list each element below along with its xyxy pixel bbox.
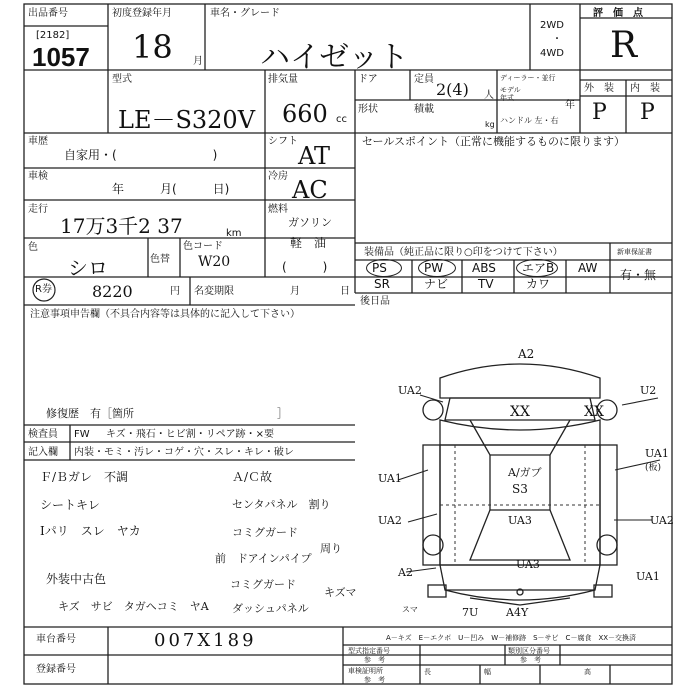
diagram-legend: A－キズ E－エクボ U－凹み W－補修跡 S－サビ C－腐食 XX－交換済: [386, 634, 637, 642]
model-name-label: 車名・グレード: [210, 8, 280, 19]
lot-sub: [2182]: [36, 30, 70, 41]
mark-right-door: UA1: [645, 447, 669, 460]
mileage-label: 走行: [28, 204, 48, 215]
remark-11: ダッシュパネル: [232, 602, 309, 615]
inspector-label: 検査員: [28, 429, 58, 440]
fuel-gasoline: ガソリン: [288, 216, 332, 229]
warranty-value: 有・無: [620, 268, 657, 282]
remark-10: コミグガード: [230, 578, 296, 591]
remark-13: キズマ: [324, 586, 357, 599]
name-change-label: 名変期限: [194, 286, 234, 297]
model-year-label: モデル 年式: [500, 86, 521, 102]
ac-value: AC: [292, 176, 328, 204]
mark-front-right: U2: [640, 384, 657, 397]
mark-rear-bumper: A4Y: [506, 606, 529, 619]
equipment-label: 装備品（純正品に限り○印をつけて下さい）: [364, 247, 563, 258]
mileage-unit: km: [226, 228, 242, 239]
recycle-value: 8220: [92, 282, 133, 301]
mark-right-bumper: UA1: [636, 570, 660, 583]
year-unit: 年: [565, 100, 575, 111]
first-reg-year: 18: [132, 28, 173, 66]
color-code-label: 色コード: [183, 241, 223, 252]
mark-center: A/ガブ: [508, 466, 542, 479]
len-label: 長: [424, 668, 431, 676]
exterior-label: 外 装: [584, 83, 614, 94]
type-cert-label: 型式指定番号: [348, 647, 390, 655]
equip-ps-circle: [366, 259, 402, 277]
fuel-other: ( ): [282, 260, 328, 274]
ac-label: 冷房: [268, 171, 288, 182]
remark-2: シートキレ: [40, 498, 100, 512]
remark-8: コミグガード: [232, 526, 298, 539]
color-code-value: W20: [198, 254, 231, 270]
equip-airbag: エアB: [522, 261, 555, 275]
mark-front: A2: [518, 347, 535, 361]
reg-label: 登録番号: [36, 664, 76, 675]
shift-value: AT: [298, 142, 331, 170]
mark-windshield: XX: [510, 404, 530, 420]
fuel-label: 燃料: [268, 204, 288, 215]
door-label: ドア: [358, 74, 378, 85]
equip-sr: SR: [374, 277, 390, 291]
score-label: 評 価 点: [593, 8, 643, 19]
remark-4: 外装中古色: [46, 572, 107, 586]
color-value: シロ: [68, 256, 108, 280]
recycle-unit: 円: [170, 286, 180, 297]
mark-right-door-note: (板): [645, 463, 662, 473]
rear-seat-label: 後日品: [360, 296, 390, 307]
score: R: [610, 25, 638, 66]
lot-label: 出品番号: [28, 8, 68, 19]
mark-right-rear: UA2: [650, 514, 674, 527]
capacity-unit: 人: [484, 90, 494, 101]
recycle-label: R券: [35, 284, 52, 295]
equip-aw: AW: [578, 261, 598, 275]
inspector-row2: 内装・モミ・汚レ・コゲ・穴・スレ・キレ・破レ: [74, 447, 294, 458]
displacement-label: 排気量: [268, 74, 298, 85]
chassis-value: 007X189: [154, 630, 257, 651]
load-label: 積載: [414, 104, 434, 115]
inspection-value: 年 月( 日): [112, 182, 230, 196]
type-label: 型式: [112, 74, 132, 85]
category-sub: 参 考: [520, 656, 541, 664]
remark-3: Iパリ スレ ヤカ: [40, 524, 141, 538]
type-cert-sub: 参 考: [364, 656, 385, 664]
fuel-diesel: 軽 油: [290, 236, 327, 250]
dealer-label: ディーラー・並行: [500, 74, 556, 82]
model-name: ハイゼット: [260, 40, 409, 75]
repair-label: 修復歴 有［箇所 ］: [46, 407, 288, 420]
mark-left-rear: UA2: [378, 514, 402, 527]
capacity-label: 定員: [414, 74, 434, 85]
color-change-label: 色替: [150, 254, 170, 265]
equip-navi: ナビ: [424, 277, 449, 291]
mark-sumo: スマ: [402, 605, 418, 614]
shift-label: シフト: [268, 136, 298, 147]
kg-unit: kg: [485, 120, 495, 129]
width-label: 幅: [484, 668, 491, 676]
type-value: LE－S320V: [118, 106, 256, 134]
mark-left-bumper: A2: [398, 566, 413, 579]
inspection-label: 車検: [28, 171, 48, 182]
equip-pw: PW: [424, 261, 444, 275]
mark-center-s3: S3: [512, 482, 528, 496]
interior-label: 内 装: [630, 83, 660, 94]
remark-6: Ａ/Ｃ故: [232, 470, 273, 484]
handle-label: ハンドル 左・右: [500, 116, 559, 125]
name-change-day: 日: [340, 286, 350, 297]
displacement-value: 660: [282, 100, 328, 128]
sales-label: セールスポイント（正常に機能するものに限ります）: [362, 135, 626, 148]
inspector-row1: キズ・飛石・ヒビ割・リペア跡・×要: [106, 429, 274, 440]
name-change-month: 月: [290, 286, 300, 297]
month-unit: 月: [193, 56, 203, 67]
drive-2wd: 2WD: [540, 20, 564, 31]
remark-12: 周り: [320, 542, 342, 555]
displacement-unit: cc: [336, 114, 347, 125]
notes-label: 注意事項申告欄（不具合内容等は具体的に記入して下さい）: [30, 309, 300, 320]
frame-label: 車検証明所: [348, 667, 383, 675]
exterior-grade: P: [592, 100, 607, 125]
shape-label: 形状: [358, 104, 378, 115]
mileage-value: 17万3千2 37: [60, 214, 183, 238]
equip-pw-circle: [418, 259, 456, 277]
mark-left-door: UA1: [378, 472, 402, 485]
remark-1: Ｆ/Ｂガレ 不調: [40, 470, 129, 484]
category-label: 類別区分番号: [508, 647, 550, 655]
chassis-label: 車台番号: [36, 634, 76, 645]
annotation-lines: [398, 395, 660, 572]
mark-front-left: UA2: [398, 384, 422, 397]
inspector-fw: FW: [74, 429, 90, 440]
mark-roof: UA3: [508, 514, 532, 527]
mark-rear-glass: UA3: [516, 558, 540, 571]
history-label: 車歴: [28, 136, 48, 147]
remark-9: 前 ドアインパイプ: [215, 552, 312, 565]
mark-fender: XX: [584, 404, 604, 420]
interior-grade: P: [640, 100, 655, 125]
equip-leather: カワ: [526, 277, 551, 291]
frame-sub: 参 考: [364, 676, 385, 684]
mark-rear-left: 7U: [462, 606, 479, 619]
capacity-value: 2(4): [436, 80, 469, 99]
equip-abs: ABS: [472, 261, 496, 275]
drive-4wd: 4WD: [540, 48, 564, 59]
remark-5: キズ サビ タガヘコミ ヤA: [58, 600, 209, 613]
color-label: 色: [28, 242, 38, 253]
remark-7: センタパネル 割り: [232, 498, 331, 511]
history-value: 自家用・( ): [64, 148, 218, 162]
drive-dot: ・: [552, 34, 562, 45]
equip-tv: TV: [478, 277, 494, 291]
entry-label: 記入欄: [28, 447, 58, 458]
warranty-label: 新車保証書: [617, 248, 652, 256]
equip-airbag-circle: [516, 259, 558, 277]
equip-ps: PS: [372, 261, 387, 275]
lot-number: 1057: [32, 42, 90, 72]
height-label: 高: [584, 668, 591, 676]
first-reg-label: 初度登録年月: [112, 8, 172, 19]
